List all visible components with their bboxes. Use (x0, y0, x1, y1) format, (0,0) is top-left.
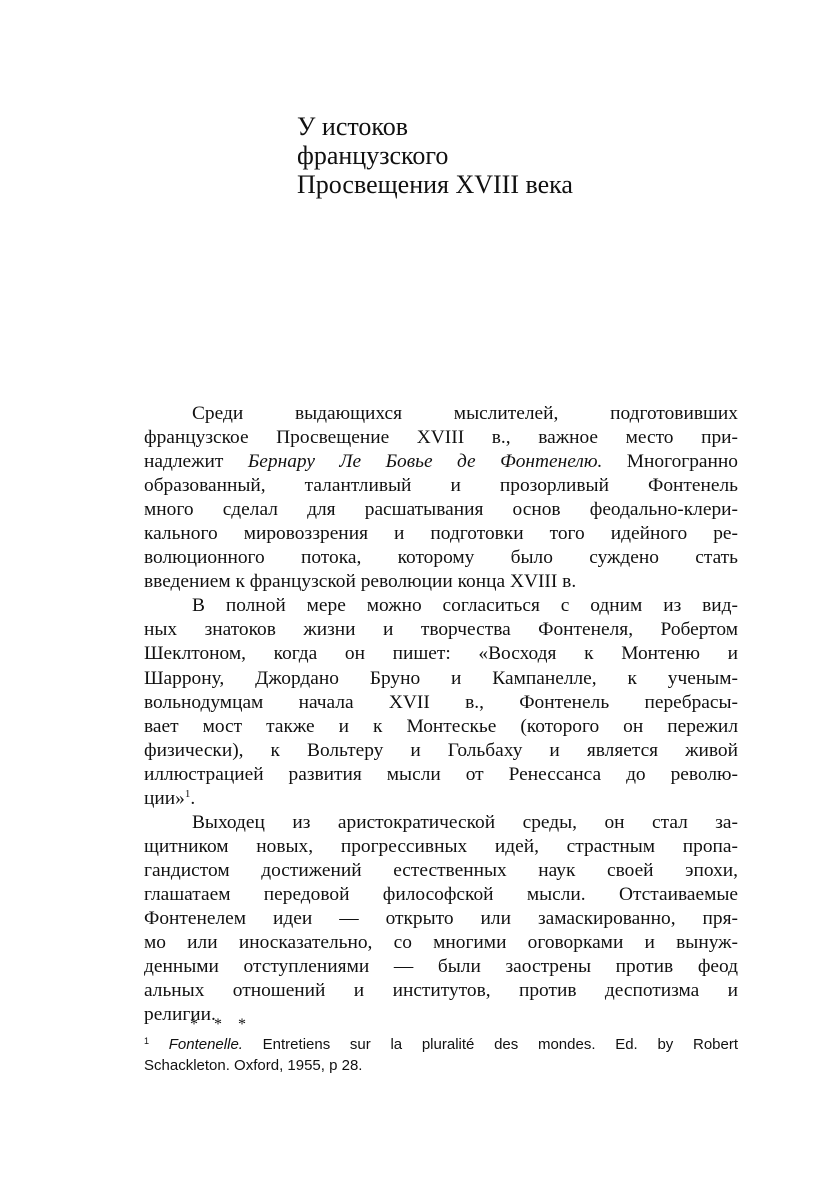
text-line: религии. (144, 1004, 216, 1026)
text-line: много сделал для расшатывания основ феодально-клери- (144, 499, 738, 521)
footnote-line: $^1$ Fontenelle. Entretiens sur la pluralité des mondes. Ed. by Robert (144, 1036, 739, 1053)
text-line: альных отношений и институтов, против деспотизма и (144, 980, 738, 1002)
chapter-title (297, 112, 737, 199)
chapter-title-line-1: У истоков (297, 112, 408, 141)
footnote (144, 1034, 738, 1076)
text-line: волюционного потока, которому было суждено стать (144, 547, 738, 569)
body-text (144, 402, 738, 1027)
text-line: глашатаем передовой философской мысли. Отстаиваемые (144, 883, 738, 905)
text-line: Выходец из аристократической среды, он стал за- (192, 811, 738, 833)
text-line: введением к французской революции конца XVIII в. (144, 571, 577, 593)
text-line: гандистом достижений естественных наук своей эпохи, (144, 859, 738, 881)
text-line: вольнодумцам начала XVII в., Фонтенель перебрасы- (144, 691, 738, 713)
text-line: иллюстрацией развития мысли от Ренессанса до револю- (144, 763, 738, 785)
text-line: надлежит Бернару Ле Бовье де Фонтенелю. Многогранно (144, 451, 738, 473)
text-line: ных знатоков жизни и творчества Фонтенеля, Робертом (144, 619, 738, 641)
text-line: Фонтенелем идеи — открыто или замаскированно, пря- (144, 907, 738, 929)
footnote-reference[interactable]: 1 (184, 787, 191, 800)
section-separator: * * * (190, 1016, 252, 1033)
text-line: кального мировоззрения и подготовки того идейного ре- (144, 523, 738, 545)
text-line: денными отступлениями — были заострены против феод (144, 956, 738, 978)
text-line: Среди выдающихся мыслителей, подготовивших (192, 403, 738, 424)
text-line: В полной мере можно согласиться с одним из вид- (192, 595, 738, 617)
footnote-line: Schackleton. Oxford, 1955, p 28. (144, 1057, 363, 1074)
text-line: физически), к Вольтеру и Гольбаху и является живой (144, 739, 738, 761)
chapter-title-line-3: Просвещения XVIII века (297, 170, 573, 199)
text-line: образованный, талантливый и прозорливый Фонтенель (144, 475, 738, 497)
text-line: Шаррону, Джордано Бруно и Кампанелле, к ученым- (144, 667, 738, 689)
text-line: мо или иносказательно, со многими оговорками и вынуж- (144, 932, 738, 954)
text-line: французское Просвещение XVIII в., важное место при- (144, 427, 738, 449)
text-line: Шеклтоном, когда он пишет: «Восходя к Монтеню и (144, 643, 738, 665)
footnote-author: Fontenelle. (168, 1036, 243, 1053)
text-line: щитником новых, прогрессивных идей, страстным пропа- (144, 835, 738, 857)
text-line: ции»$^1$. (144, 787, 196, 809)
person-name-emphasis: Бернару Ле Бовье де Фонтенелю. (247, 451, 603, 473)
chapter-title-line-2: французского (297, 141, 449, 170)
text-line: вает мост также и к Монтескье (которого он пережил (144, 715, 738, 737)
footnote-number: 1 (144, 1036, 150, 1046)
